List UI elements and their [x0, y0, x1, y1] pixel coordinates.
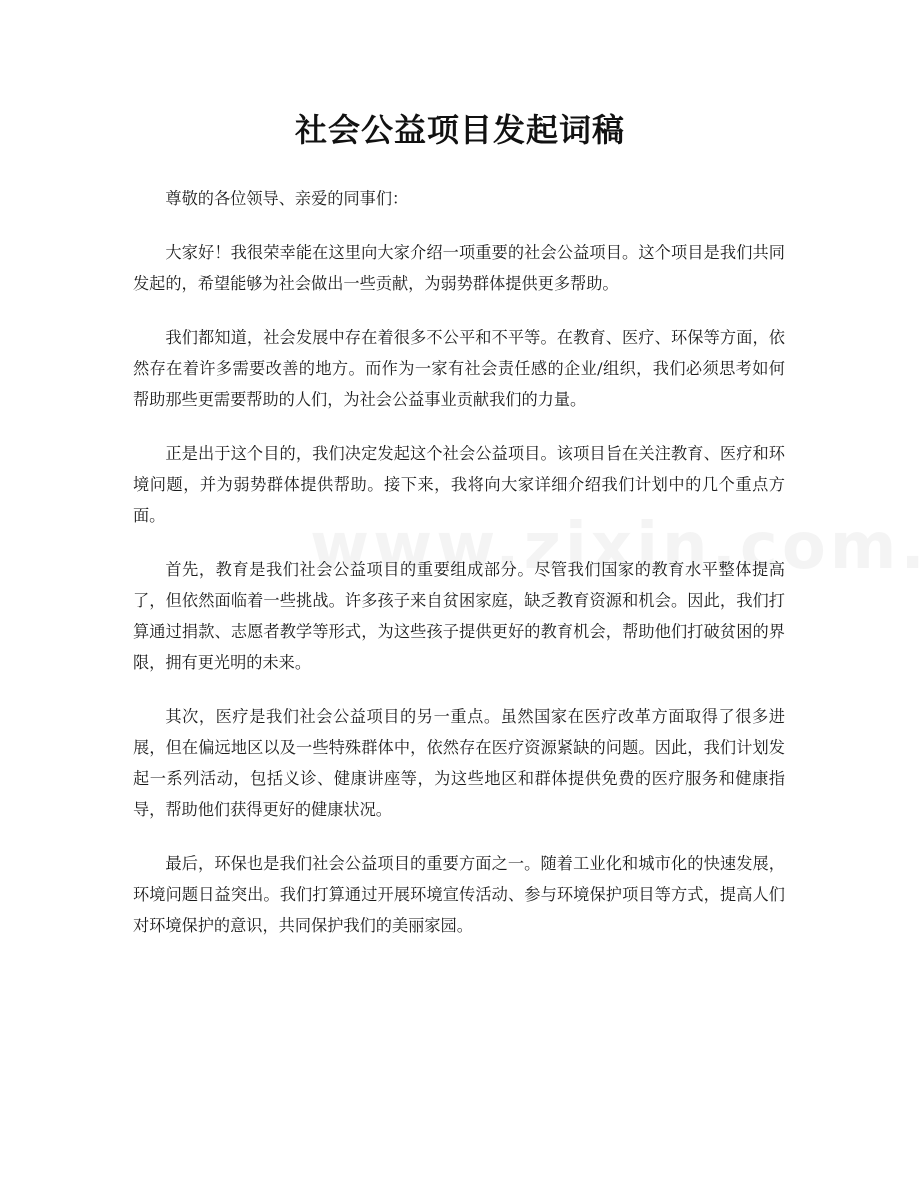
body-paragraph: 首先，教育是我们社会公益项目的重要组成部分。尽管我们国家的教育水平整体提高了，但依然面临着一些挑战。许多孩子来自贫困家庭，缺乏教育资源和机会。因此，我们打算通过捐款、志愿者教学等形式，为这些孩子提供更好的教育机会，帮助他们打破贫困的界限，拥有更光明的未来。 — [133, 560, 785, 672]
greeting-paragraph: 尊敬的各位领导、亲爱的同事们： — [165, 189, 409, 208]
body-paragraph: 最后，环保也是我们社会公益项目的重要方面之一。随着工业化和城市化的快速发展，环境问题日益突出。我们打算通过开展环境宣传活动、参与环境保护项目等方式，提高人们对环境保护的意识，共同保护我们的美丽家园。 — [133, 854, 785, 935]
document-title: 社会公益项目发起词稿 — [294, 111, 625, 149]
body-paragraph: 其次，医疗是我们社会公益项目的另一重点。虽然国家在医疗改革方面取得了很多进展，但在偏远地区以及一些特殊群体中，依然存在医疗资源紧缺的问题。因此，我们计划发起一系列活动，包括义诊、健康讲座等，为这些地区和群体提供免费的医疗服务和健康指导，帮助他们获得更好的健康状况。 — [133, 707, 785, 819]
document-body — [133, 183, 785, 964]
body-paragraph: 我们都知道，社会发展中存在着很多不公平和不平等。在教育、医疗、环保等方面，依然存在着许多需要改善的地方。而作为一家有社会责任感的企业/组织，我们必须思考如何帮助那些更需要帮助的人们，为社会公益事业贡献我们的力量。 — [133, 328, 785, 409]
body-paragraph: 正是出于这个目的，我们决定发起这个社会公益项目。该项目旨在关注教育、医疗和环境问题，并为弱势群体提供帮助。接下来，我将向大家详细介绍我们计划中的几个重点方面。 — [133, 444, 785, 525]
body-paragraph: 大家好！我很荣幸能在这里向大家介绍一项重要的社会公益项目。这个项目是我们共同发起的，希望能够为社会做出一些贡献，为弱势群体提供更多帮助。 — [133, 243, 785, 293]
